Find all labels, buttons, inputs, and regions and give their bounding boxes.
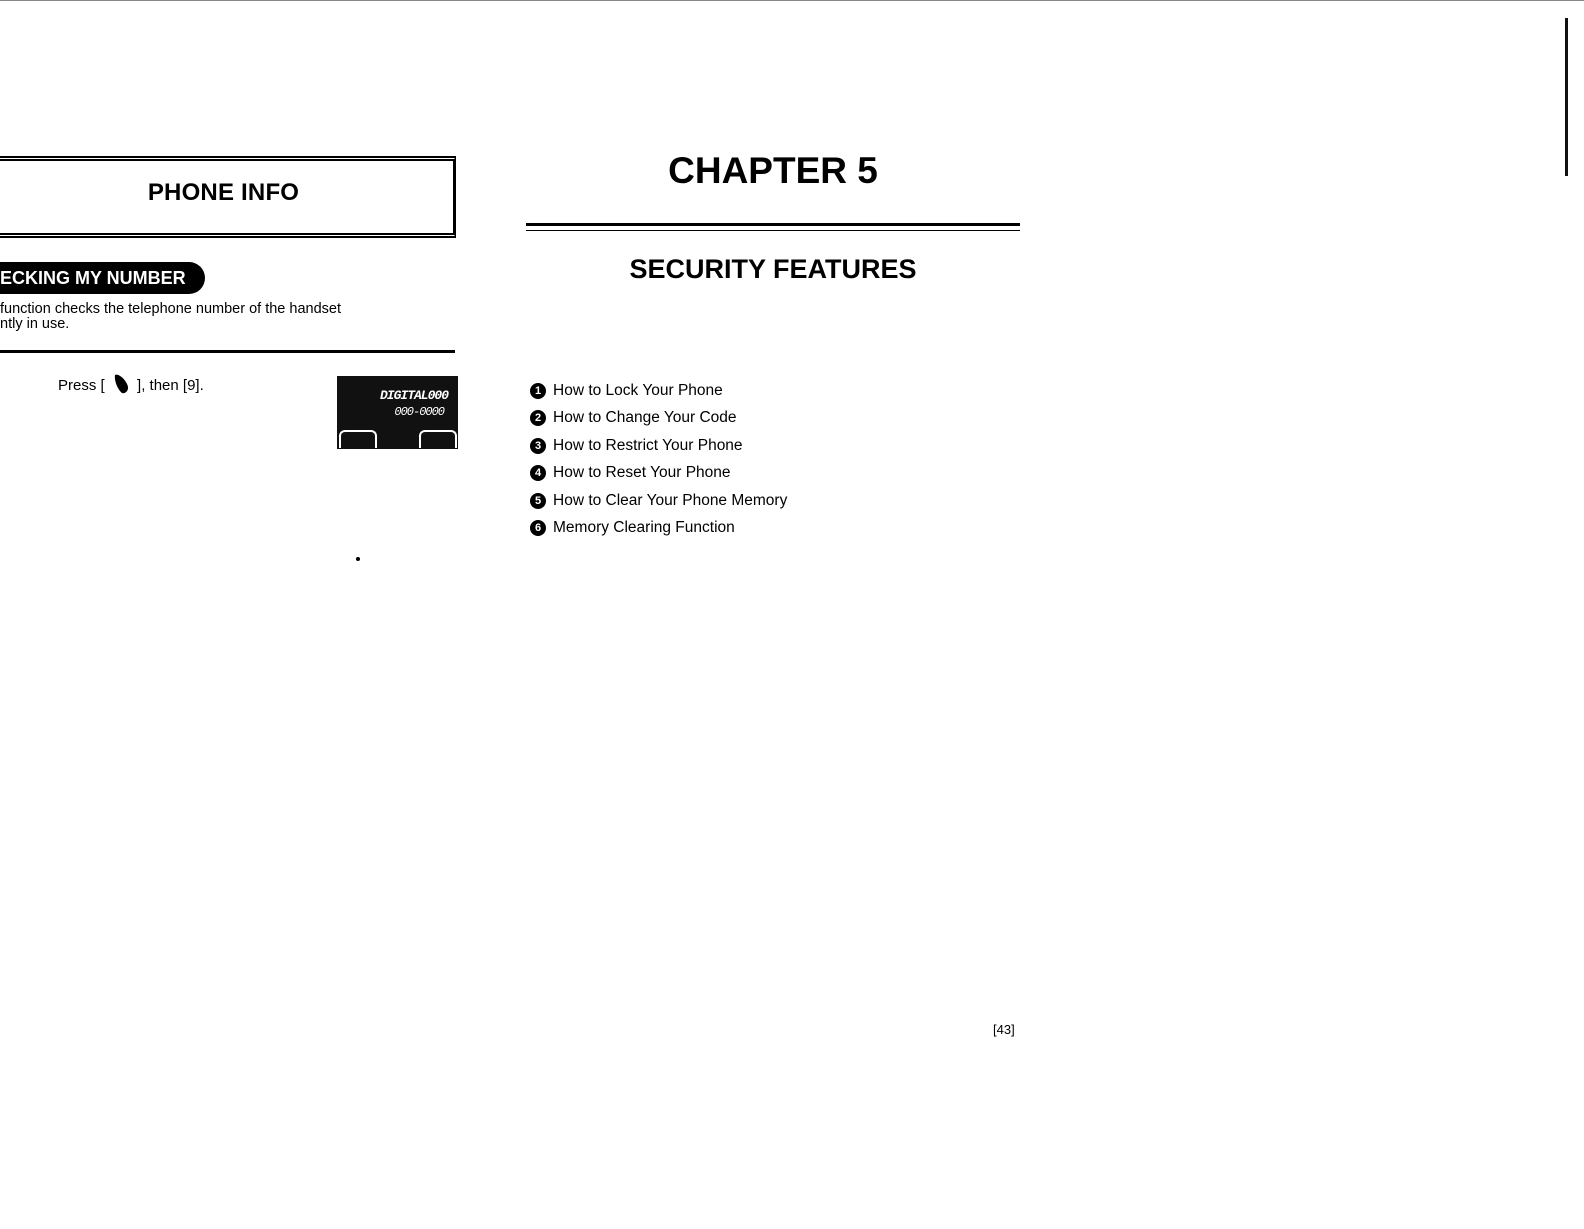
page-top-rule — [0, 0, 1584, 1]
topic-heading-pill: ECKING MY NUMBER — [0, 262, 205, 294]
right-softkey-outline — [419, 430, 457, 448]
contents-item-label: How to Change Your Code — [553, 409, 737, 427]
chapter-rule — [526, 223, 1020, 231]
contents-item-label: How to Reset Your Phone — [553, 464, 731, 482]
number-badge-icon: 1 — [530, 383, 546, 399]
contents-item-label: How to Restrict Your Phone — [553, 436, 743, 454]
send-key-icon — [113, 373, 129, 399]
chapter-contents-list — [530, 377, 787, 542]
contents-item — [530, 515, 787, 543]
contents-item-label: How to Clear Your Phone Memory — [553, 491, 788, 509]
number-badge-icon: 5 — [530, 493, 546, 509]
display-line-2: 000-0000 — [394, 405, 444, 419]
number-badge-icon: 2 — [530, 410, 546, 426]
stray-dot — [356, 557, 360, 561]
number-badge-icon: 4 — [530, 465, 546, 481]
page-edge-bar — [1565, 18, 1568, 176]
chapter-title: SECURITY FEATURES — [629, 254, 917, 284]
contents-item — [530, 460, 787, 488]
instruction-text-after: ], then [9]. — [137, 376, 204, 394]
chapter-heading: CHAPTER 5 — [668, 150, 878, 191]
contents-item — [530, 377, 787, 405]
contents-item — [530, 487, 787, 515]
intro-paragraph — [0, 302, 341, 332]
section-divider — [0, 350, 455, 353]
page-number: [43] — [993, 1022, 1015, 1037]
section-header-title: PHONE INFO — [147, 179, 300, 206]
instruction-step — [58, 373, 204, 399]
number-badge-icon: 3 — [530, 438, 546, 454]
intro-line: function checks the telephone number of the handset — [0, 301, 341, 317]
instruction-text-before: Press [ — [58, 376, 105, 394]
section-header-box — [0, 156, 456, 238]
contents-item-label: Memory Clearing Function — [553, 519, 735, 537]
intro-line: ntly in use. — [0, 316, 70, 332]
contents-item — [530, 432, 787, 460]
contents-item — [530, 405, 787, 433]
phone-display-image — [337, 376, 458, 449]
contents-item-label: How to Lock Your Phone — [553, 381, 723, 399]
left-softkey-outline — [339, 430, 377, 448]
number-badge-icon: 6 — [530, 520, 546, 536]
display-line-1: DIGITAL000 — [379, 388, 448, 403]
